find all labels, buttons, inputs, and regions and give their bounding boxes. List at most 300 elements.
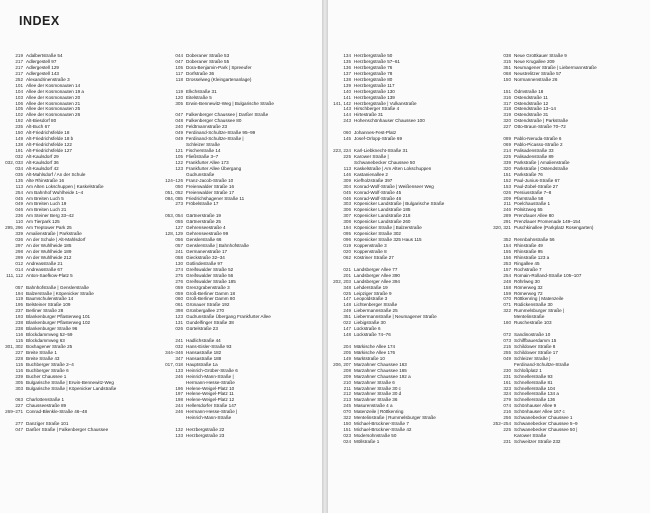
page-number: 320 xyxy=(503,165,511,171)
page-number: 119 xyxy=(15,296,23,302)
page-number: 161 xyxy=(503,379,511,385)
page-number: 147 xyxy=(343,326,351,332)
street-name: Hermann-Hesse-Straße xyxy=(186,379,235,385)
street-name: Parkstraße | Ostendstraße xyxy=(514,165,569,171)
page-number: 305 xyxy=(15,379,23,385)
street-name: Michael-Brückner-Straße 7 xyxy=(354,421,409,427)
street-name: Schnellerstraße 104 xyxy=(514,385,556,391)
street-name: Ostendstraße 12 xyxy=(514,100,549,106)
street-name: Schwanebecker Chaussee 50 | xyxy=(514,427,578,433)
page-number: 122 xyxy=(175,159,183,165)
street-name: Alt-Friedrichsfelde 122 xyxy=(26,142,72,148)
street-name: Alt-Buch 67 xyxy=(26,124,50,130)
page-number: 212 xyxy=(343,391,351,397)
page-number: 150 xyxy=(15,130,23,136)
street-name: Rochstraße 7 xyxy=(514,266,542,272)
page-number: 323 xyxy=(503,385,511,391)
page-number: 136 xyxy=(343,64,351,70)
street-name: An der Schule | Alt-Mahlsdorf xyxy=(26,237,86,243)
street-name: Pablo-Picasso-Straße 2 xyxy=(514,142,563,148)
page-number: 236 xyxy=(15,213,23,219)
page-number: 319 xyxy=(503,112,511,118)
page-number: 195 xyxy=(15,302,23,308)
page-number: 032 xyxy=(15,153,23,159)
page-number: 194 xyxy=(343,225,351,231)
street-name: Köpenicker Landstraße | Bulgarische Straße xyxy=(354,201,445,207)
street-name: Landsberger Allee 394 xyxy=(354,278,400,284)
page-number: 123 xyxy=(175,314,183,320)
street-name: Blankenburger Pflasterweg 101 xyxy=(26,314,91,320)
page-number: 297 xyxy=(15,243,23,248)
street-name: Groß-Berliner Damm 18 xyxy=(186,290,236,296)
page-number: 153 xyxy=(503,183,511,189)
page-number: 306 xyxy=(343,207,351,213)
street-name: An der Wuhlheide 212 xyxy=(26,254,72,260)
page-number: 032, 033 xyxy=(5,159,23,165)
page-number: 158 xyxy=(503,284,511,290)
street-name: Herzbergstraße 139 xyxy=(354,94,395,100)
index-entry xyxy=(160,433,310,439)
street-name: Greifswalder Straße 52 xyxy=(186,266,234,272)
page-number: 137 xyxy=(343,70,351,76)
page-number: 038 xyxy=(503,53,511,58)
page-number: 073 xyxy=(503,338,511,343)
street-name: Eitelstraße 5 xyxy=(186,94,212,100)
page-number: 068 xyxy=(503,70,511,76)
street-name: Röttkenring | Matenzeile xyxy=(514,296,564,302)
page-number: 047 xyxy=(175,58,183,64)
street-name: Schwanebecker Chaussee 1 xyxy=(514,415,573,421)
street-name: Herzbergstraße 76 xyxy=(354,64,393,70)
page-number: 020 xyxy=(343,248,351,254)
index-column-2 xyxy=(160,53,310,439)
page-number: 214 xyxy=(503,148,511,153)
street-name: Schleizer Straße xyxy=(186,142,220,148)
page-number: 249 xyxy=(343,308,351,314)
page-number: 102 xyxy=(15,112,23,118)
street-name: Rummelsburger Straße | xyxy=(514,308,565,314)
street-name: Breite Straße 43 xyxy=(26,355,60,361)
street-name: Adlergestell 97 xyxy=(26,58,57,64)
street-name: Röhrlweg 30 xyxy=(514,278,540,284)
street-name: Marzahner Chaussee 192 a xyxy=(354,373,411,379)
page-number: 244 xyxy=(175,403,183,409)
page-number: 023 xyxy=(343,433,351,438)
page-number: 119 xyxy=(175,88,183,94)
street-name: Alt-Friedrichsfelde 18 xyxy=(26,130,70,136)
page-number: 277 xyxy=(15,421,23,427)
page-number: 116 xyxy=(15,332,23,338)
street-name: Michael-Brückner-Straße 42 xyxy=(354,427,412,433)
street-name: Genslerstraße 66 xyxy=(186,237,222,243)
page-number: 225 xyxy=(503,427,511,433)
street-name: Schildower Straße 8 xyxy=(514,343,556,349)
page-number: 252–254 xyxy=(493,421,511,427)
page-number: 127 xyxy=(175,225,183,231)
page-number: 151 xyxy=(503,88,511,94)
street-name: Gehrenseestraße 4 xyxy=(186,225,226,231)
page-number: 225 xyxy=(343,153,351,159)
page-number: 205 xyxy=(343,349,351,355)
street-name: Dora-Benjamin-Park | Spreeufer xyxy=(186,64,252,70)
page-number: 213 xyxy=(343,397,351,403)
street-name: Ferdinand-Schultze-Straße xyxy=(514,361,570,367)
page-number: 193 xyxy=(15,314,23,320)
page-number: 143 xyxy=(343,106,351,112)
street-name: Amalienstraße | Parkstraße xyxy=(26,231,82,237)
page-number: 197 xyxy=(175,391,183,397)
page-number: 324 xyxy=(503,391,511,397)
page-number: 130 xyxy=(175,260,183,266)
street-name: Gärtnerstraße 19 xyxy=(186,213,221,219)
page-number: 148 xyxy=(343,302,351,308)
street-name: Liebermannstraße 25 xyxy=(354,308,398,314)
page-number: 227 xyxy=(15,349,23,355)
page-number: 096 xyxy=(343,237,351,243)
street-name: Gundelfinger Straße 38 xyxy=(186,320,234,326)
page-number: 237 xyxy=(15,308,23,314)
page-number: 201 xyxy=(343,272,351,278)
page-number: 246 xyxy=(175,373,183,379)
page-number: 128, 129 xyxy=(165,231,183,237)
street-name: Schwanebecker Chaussee 5–9 xyxy=(514,421,578,427)
street-name: Herzbergstraße 78 xyxy=(354,70,393,76)
page-number: 138 xyxy=(343,76,351,82)
page-number: 022 xyxy=(343,320,351,326)
page-number: 344–346 xyxy=(165,349,183,355)
street-name: Gudrunstraße Übergang Frankfurter Allee xyxy=(186,314,271,320)
street-name: Paul-Zobel-Straße 27 xyxy=(514,183,558,189)
street-name: Alt-Kaulsdorf 29 xyxy=(26,153,59,159)
street-name: An der Wuhlheide 189 xyxy=(26,248,72,254)
page-number: 026 xyxy=(175,326,183,332)
street-name: Allee der Kosmonauten 26 xyxy=(26,112,81,118)
page-number: 316 xyxy=(503,94,511,100)
page-number: 144 xyxy=(343,112,351,118)
page-number: 154 xyxy=(503,243,511,248)
street-name: Kaskelstraße | Am Alten Lokschuppen xyxy=(354,165,432,171)
street-name: Köpenicker Straße 325 Haus 115 xyxy=(354,237,422,243)
street-name: Doberaner Straße 53 xyxy=(186,53,230,58)
street-name: Herzbergstraße 80 xyxy=(354,76,393,82)
street-name: Paul-Junius-Straße 67 xyxy=(514,177,560,183)
street-name: Hauptstraße 1a xyxy=(186,361,218,367)
page-number: 032 xyxy=(175,343,183,349)
page-number: 217 xyxy=(15,64,23,70)
page-number: 151 xyxy=(343,427,351,433)
page-number: 012 xyxy=(15,260,23,266)
street-name: Hansastraße 182 xyxy=(186,349,222,355)
street-name: Conrad-Blenkle-Straße 46–48 xyxy=(26,409,88,415)
page-number: 135 xyxy=(15,177,23,183)
street-name: Poelchaustraße 1 xyxy=(514,201,551,207)
street-name: Parkstraße 76 xyxy=(514,171,543,177)
street-name: An der Wuhlheide 185 xyxy=(26,243,72,248)
street-name: Liebermannstraße | Neumagener Straße xyxy=(354,314,437,320)
street-name: Köpenicker Straße | Balzerstraße xyxy=(354,225,422,231)
page-number: 398 xyxy=(175,308,183,314)
page-number: 274 xyxy=(175,266,183,272)
street-name: Schnellerstraße 134 a xyxy=(514,391,559,397)
street-name: Romain-Rolland-Straße 105–107 xyxy=(514,272,582,278)
page-number: 070 xyxy=(343,409,351,415)
page-number: 160 xyxy=(503,320,511,326)
street-name: Schönhauser Allee 167 c xyxy=(514,409,565,415)
page-number: 138 xyxy=(15,142,23,148)
street-name: Marzahner Chaussee 163 xyxy=(354,361,407,367)
street-name: Neue Krugallee 209 xyxy=(514,58,555,64)
street-name: Ödmstraße 18 xyxy=(514,88,544,94)
page-number: 192 xyxy=(15,118,23,124)
page-number: 124–126 xyxy=(165,177,183,183)
street-name: Erwin-Bennewitz-Weg | Bulgarische Straße xyxy=(186,100,274,106)
street-name: Masurenstraße 4 a xyxy=(354,403,393,409)
street-name: Feldtmannstraße 23 xyxy=(186,124,228,130)
street-name: Helene-Weigel-Platz 10 xyxy=(186,385,235,391)
page-number: 150 xyxy=(503,76,511,82)
page-number: 133 xyxy=(175,367,183,373)
page-number: 145 xyxy=(343,136,351,142)
page-number: 217 xyxy=(15,70,23,76)
street-name: Ostendstraße | Parkstraße xyxy=(514,118,569,124)
street-name: Alte Rhinstraße 16 xyxy=(26,177,65,183)
street-name: Adlergestell 143 xyxy=(26,70,59,76)
page-number: 215 xyxy=(503,343,511,349)
page-number: 322 xyxy=(503,308,511,314)
street-name: Frankfurter Allee 173 xyxy=(186,159,229,165)
page-number: 157 xyxy=(503,266,511,272)
street-name: Lückstraße 74–76 xyxy=(354,332,391,338)
left-page xyxy=(0,0,322,513)
street-name: Freienwalder Straße 17 xyxy=(186,189,235,195)
page-number: 322 xyxy=(343,415,351,421)
page-number: 104 xyxy=(15,88,23,94)
page-number: 225 xyxy=(503,153,511,159)
page-number: 105 xyxy=(15,106,23,112)
street-name: Landsberger Allee 77 xyxy=(354,266,398,272)
page-number: 254 xyxy=(503,272,511,278)
street-name: Neumagener Straße | Liebermannstraße xyxy=(514,64,597,70)
page-number: 149 xyxy=(15,136,23,142)
page-number: 062 xyxy=(343,254,351,260)
index-title: INDEX xyxy=(19,14,60,28)
street-name: Ostendstraße 11 xyxy=(514,94,548,100)
street-name: Baumschulenstraße 14 xyxy=(26,296,74,302)
street-name: Dorfstraße 36 xyxy=(186,70,215,76)
page-number: 295, 296 xyxy=(5,225,23,231)
street-name: Schleizer Straße | xyxy=(514,355,551,361)
page-number: 149 xyxy=(343,355,351,361)
street-name: Hansastraße 188 xyxy=(186,355,222,361)
page-number: 150 xyxy=(343,421,351,427)
page-number: 227 xyxy=(503,124,511,130)
street-name: Chausseestraße 89 xyxy=(26,403,67,409)
street-name: Heinrich-Mann-Straße | xyxy=(186,373,234,379)
page-number: 117 xyxy=(175,70,183,76)
page-number: 291 xyxy=(503,219,511,225)
page-number: 055 xyxy=(175,219,183,225)
street-name: Modersohnstraße 50 xyxy=(354,433,397,438)
street-name: Hohenschönhauser Chaussee 100 xyxy=(354,118,425,124)
street-name: Gärtnerstraße 25 xyxy=(186,219,221,225)
index-entry xyxy=(488,439,638,445)
page-number: 156 xyxy=(503,254,511,260)
page-number: 132 xyxy=(175,427,183,433)
street-name: Danziger Straße 101 xyxy=(26,421,69,427)
page-number: 115 xyxy=(15,338,23,343)
index-column-4 xyxy=(488,53,638,445)
street-name: Mentelinstraße | Rummelsburger Straße xyxy=(354,415,436,421)
page-number: 209 xyxy=(503,195,511,201)
page-number: 049 xyxy=(175,136,183,142)
street-name: Konrad-Wolf-Straße 45 xyxy=(354,189,402,195)
page-number: 196 xyxy=(175,385,183,391)
page-number: 238 xyxy=(15,320,23,326)
street-name: Gieckstraße 32–34 xyxy=(186,254,225,260)
street-name: Blankenburger Straße 96 xyxy=(26,326,78,332)
street-name: Grenzgrabenstraße 3 xyxy=(186,284,230,290)
street-name: Groß-Berliner Damm 80 xyxy=(186,296,236,302)
street-name: Lückstraße 6 xyxy=(354,326,381,332)
page-number: 060 xyxy=(343,130,351,136)
street-name: Balzerstraße | Köpenicker Straße xyxy=(26,290,94,296)
page-number: 209 xyxy=(343,373,351,379)
page-number: 243 xyxy=(343,118,351,124)
street-name: Helene-Weigel-Platz 12 xyxy=(186,397,235,403)
page-number: 223, 224 xyxy=(333,148,351,153)
page-number: 298 xyxy=(15,248,23,254)
street-name: Am Breiten Luch 21 xyxy=(26,207,67,213)
page-number: 134 xyxy=(343,53,351,58)
street-name: Buchberger Straße 2–4 xyxy=(26,361,74,367)
street-name: Schönhauser Allee 9 xyxy=(514,403,557,409)
page-number: 269–271 xyxy=(5,409,23,415)
street-name: Marzahner Straße 30 d xyxy=(354,391,402,397)
street-name: Konrad-Wolf-Straße 46 xyxy=(354,195,402,201)
street-name: Rüdickenstraße 30 xyxy=(514,302,553,308)
page-number: 121 xyxy=(175,148,183,153)
page-number: 303 xyxy=(343,201,351,207)
page-number: 058 xyxy=(175,254,183,260)
page-number: 211 xyxy=(503,201,511,207)
street-name: Ferdinand-Schultze-Straße 95–99 xyxy=(186,130,256,136)
page-number: 279 xyxy=(503,397,511,403)
page-number: 211 xyxy=(343,385,351,391)
street-name: Persiusstraße 7–8 xyxy=(514,189,552,195)
street-name: Johannes-Fest-Platz xyxy=(354,130,397,136)
street-name: Herzbergstraße 23 xyxy=(186,433,225,438)
street-name: Adalbertstraße 54 xyxy=(26,53,63,58)
page-number: 133 xyxy=(175,433,183,438)
street-name: Herzbergstraße 50 xyxy=(354,53,393,58)
page-number: 273 xyxy=(175,201,183,207)
page-number: 155 xyxy=(503,248,511,254)
page-number: 194 xyxy=(15,290,23,296)
street-name: Heinrich-Grüber-Straße 6 xyxy=(186,367,238,373)
street-name: Prenzlauer Promenade 149–154 xyxy=(514,219,581,225)
street-name: Germanenstraße 17 xyxy=(186,248,228,254)
page-number: 148 xyxy=(343,332,351,338)
street-name: Römerweg 32 xyxy=(514,284,543,290)
street-name: Mentelinstraße xyxy=(514,314,545,320)
street-name: Rhinstraße 123 a xyxy=(514,254,550,260)
page-number: 014 xyxy=(15,266,23,272)
page-number: 135 xyxy=(343,58,351,64)
page-number: 351 xyxy=(503,64,511,70)
street-name: Schiffbauerdamm 15 xyxy=(514,338,557,343)
page-number: 095 xyxy=(343,231,351,237)
page-number: 059 xyxy=(175,284,183,290)
street-name: Anton-Saefkow-Platz 5 xyxy=(26,272,73,278)
street-name: Greifswalder Straße 56 xyxy=(186,272,234,278)
page-number: 084, 085 xyxy=(165,195,183,201)
street-name: Alt-Friedrichsfelde 127 xyxy=(26,148,72,153)
page-number: 240 xyxy=(175,124,183,130)
street-name: Lichtenberger Straße xyxy=(354,302,398,308)
page-number: 245 xyxy=(343,403,351,409)
index-entry xyxy=(328,439,478,445)
page-number: 246 xyxy=(175,409,183,415)
street-name: Köpenicker Landstraße 185 xyxy=(354,207,411,213)
street-name: Blockdammweg 52–59 xyxy=(26,332,73,338)
street-name: Rennbahnstraße 56 xyxy=(514,237,555,243)
page-number: 017, 018 xyxy=(165,361,183,367)
street-name: Köpenicker Landstraße 218 xyxy=(354,213,411,219)
page-number: 072 xyxy=(503,332,511,338)
street-name: Bulgarische Straße | Erwin-Bennewitz-Weg xyxy=(26,379,114,385)
page-number: 252 xyxy=(15,76,23,82)
page-number: 036 xyxy=(15,237,23,243)
street-name: Schweitzer Straße 232 xyxy=(514,438,561,444)
page-number: 044 xyxy=(175,53,183,58)
page-number: 275 xyxy=(175,272,183,278)
page-number: 339 xyxy=(15,231,23,237)
street-name: Palisadenstraße 33 xyxy=(514,148,554,153)
page-number: 123 xyxy=(175,165,183,171)
street-name: Leipziger Straße 9 xyxy=(354,290,392,296)
page-number: 025 xyxy=(343,290,351,296)
page-number: 159 xyxy=(503,290,511,296)
street-name: Schnellerstraße 136 xyxy=(514,397,556,403)
page-number: 103 xyxy=(15,94,23,100)
street-name: Heinrich-Mann-Straße xyxy=(186,415,232,421)
page-number: 074 xyxy=(503,403,511,409)
street-name: Karl-Liebknecht-Straße 31 xyxy=(354,148,408,153)
page-number: 231 xyxy=(503,438,511,444)
street-name: Fließstraße 3–7 xyxy=(186,153,219,159)
page-number: 152 xyxy=(503,177,511,183)
street-name: Drosselweg (Kleingartenanlage) xyxy=(186,76,252,82)
street-name: Fischerstraße 14 xyxy=(186,148,221,153)
page-number: 309 xyxy=(343,177,351,183)
street-name: Pölnitzweg 55 xyxy=(514,207,543,213)
street-name: Berliner Straße 28 xyxy=(26,308,64,314)
page-number: 113 xyxy=(343,165,351,171)
page-number: 057 xyxy=(175,243,183,248)
street-name: Am Breiten Luch 5 xyxy=(26,195,64,201)
street-name: Römerweg 72 xyxy=(514,290,543,296)
street-name: Pablo-Neruda-Straße 6 xyxy=(514,136,562,142)
index-entry xyxy=(0,427,150,433)
page-number: 276 xyxy=(175,278,183,284)
page-number: 198 xyxy=(175,397,183,403)
street-name: Grünbergallee 270 xyxy=(186,308,225,314)
page-number: 141, 142 xyxy=(333,100,351,106)
street-name: Doberaner Straße 55 xyxy=(186,58,230,64)
page-number: 206, 207 xyxy=(333,361,351,367)
page-number: 308 xyxy=(343,219,351,225)
page-number: 228 xyxy=(15,355,23,361)
